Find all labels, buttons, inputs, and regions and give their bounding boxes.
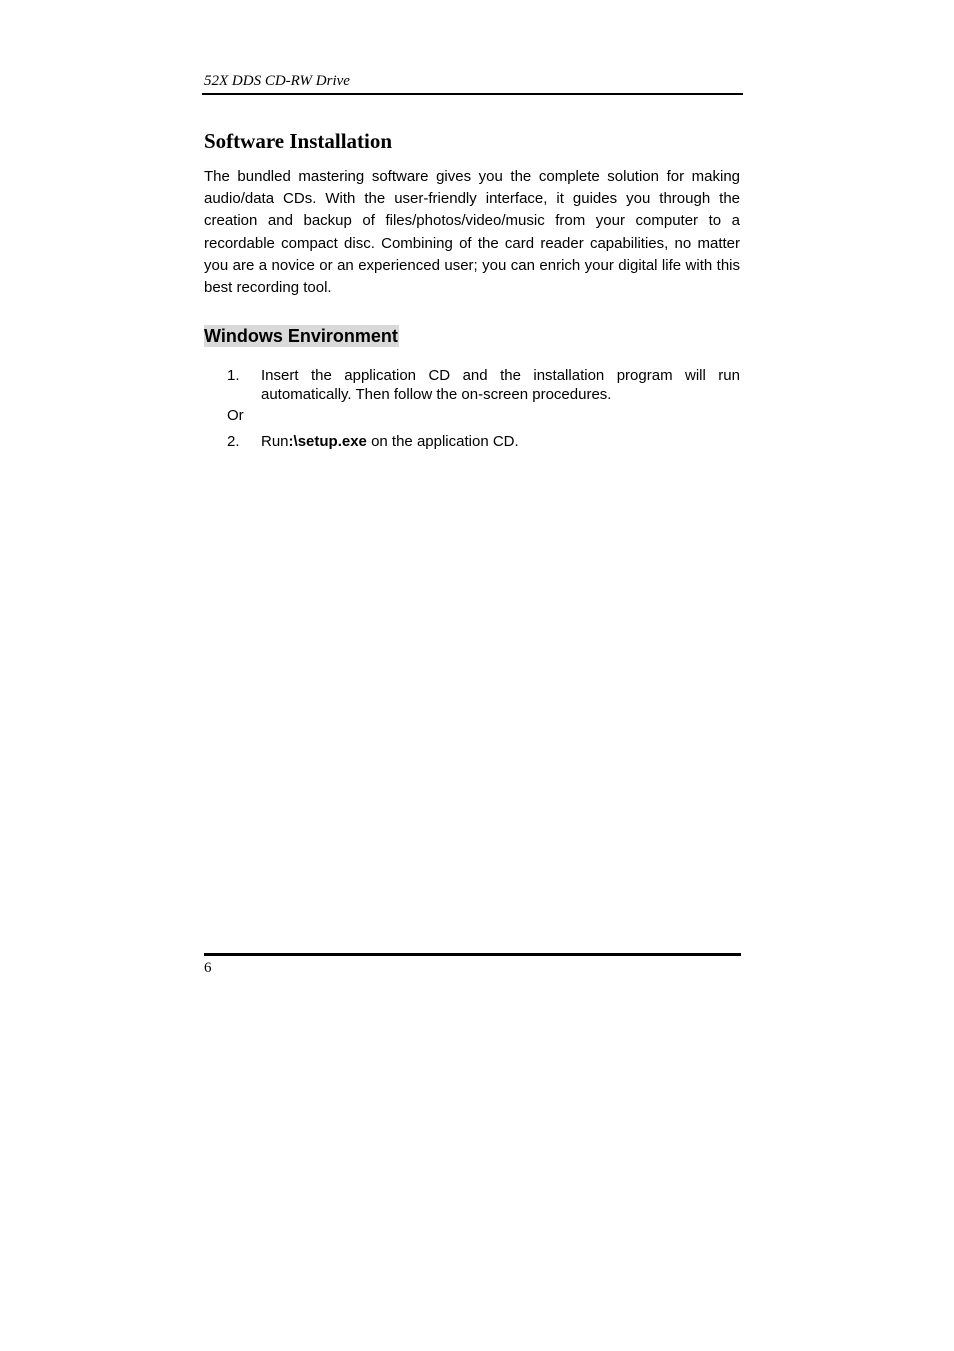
step-text-line-2: automatically. Then follow the on-screen procedures. <box>261 386 612 403</box>
windows-environment-heading: Windows Environment <box>204 326 398 346</box>
install-step-2 <box>227 432 740 451</box>
section-title: Software Installation <box>204 129 393 153</box>
page-number: 6 <box>204 960 212 976</box>
step-text-line-1: Insert the application CD and the installation program will run <box>261 367 740 384</box>
step-number: 2. <box>227 433 240 450</box>
intro-paragraph: The bundled mastering software gives you the complete solution for making audio/data CDs. With the user-friendly interface, it guides you through the creation and backup of files/photos/video/music from your computer to a recordable compact disc. Combining of the card reader capabilities, no matter you are a novice or an experienced user; you can enrich your digital life with this best recording tool. <box>204 168 740 297</box>
step-text <box>261 432 740 451</box>
header-divider <box>202 93 743 95</box>
step-suffix: on the application CD. <box>366 433 519 450</box>
step-number: 1. <box>227 367 240 384</box>
footer-divider <box>204 953 741 956</box>
step-text <box>261 366 740 404</box>
running-header: 52X DDS CD-RW Drive <box>204 73 350 89</box>
step-prefix: Run <box>261 433 289 450</box>
or-separator: Or <box>227 407 244 424</box>
install-step-1 <box>227 366 740 404</box>
setup-command: :\setup.exe <box>288 433 367 450</box>
